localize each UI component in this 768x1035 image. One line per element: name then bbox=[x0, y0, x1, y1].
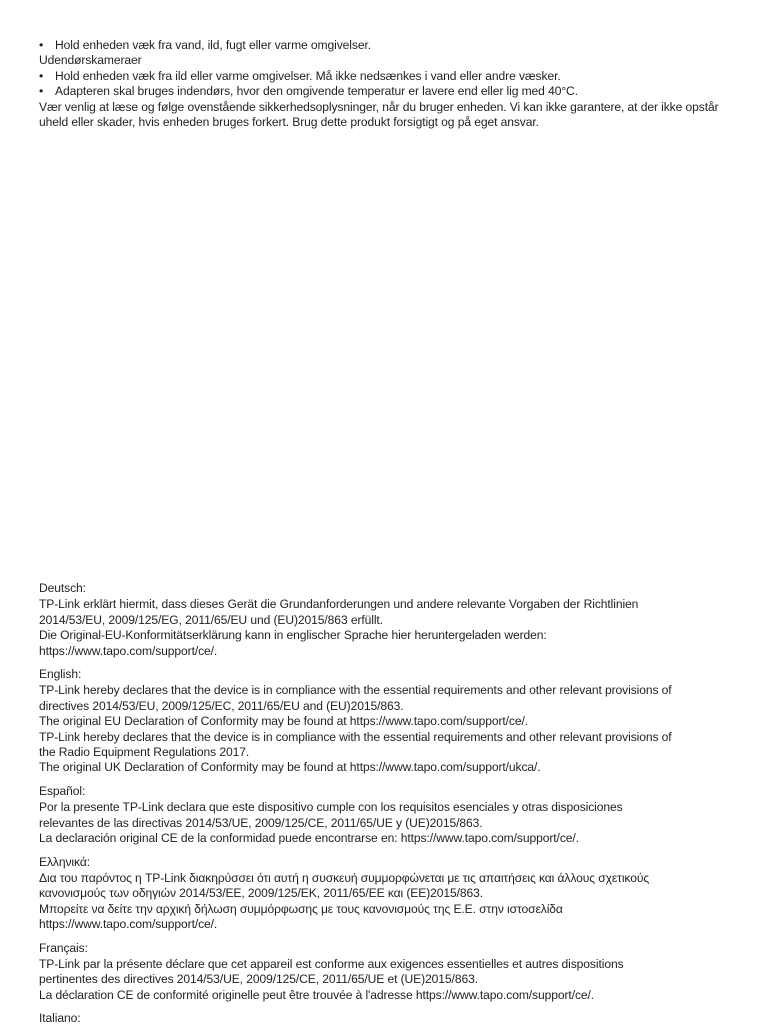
section-heading: Deutsch: bbox=[39, 581, 86, 595]
bullet-item bbox=[39, 69, 739, 84]
section-line: pertinentes des directives 2014/53/UE, 2009/125/CE, 2011/65/UE et (UE)2015/863. bbox=[39, 972, 478, 987]
section-line: κανονισμούς των οδηγιών 2014/53/ΕΕ, 2009/125/ΕΚ, 2011/65/ΕΕ και (ΕΕ)2015/863. bbox=[39, 886, 484, 901]
section-line: Μπορείτε να δείτε την αρχική δήλωση συμμόρφωσης με τους κανονισμούς της Ε.Ε. στην ιστοσελίδα bbox=[39, 901, 563, 916]
section-line: the Radio Equipment Regulations 2017. bbox=[39, 745, 250, 760]
section-francais bbox=[39, 941, 739, 1004]
subheading-outdoor-cameras: Udendørskameraer bbox=[39, 53, 142, 68]
section-line: La declaración original CE de la conformidad puede encontrarse en: https://www.tapo.com/support/ce/. bbox=[39, 831, 579, 846]
section-line: TP-Link hereby declares that the device is in compliance with the essential requirements and other relevant provisions of bbox=[39, 729, 672, 744]
section-line: TP-Link hereby declares that the device is in compliance with the essential requirements and other relevant provisions of bbox=[39, 683, 672, 698]
section-line: The original UK Declaration of Conformity may be found at https://www.tapo.com/support/ukca/. bbox=[39, 760, 541, 775]
section-heading: Français: bbox=[39, 940, 88, 955]
bullet-glyph: • bbox=[39, 68, 44, 83]
section-line: 2014/53/EU, 2009/125/EG, 2011/65/EU und (EU)2015/863 erfüllt. bbox=[39, 612, 383, 627]
section-line: The original EU Declaration of Conformity may be found at https://www.tapo.com/support/ce/. bbox=[39, 714, 528, 729]
section-heading: English: bbox=[39, 667, 82, 682]
section-heading: Español: bbox=[39, 783, 86, 798]
section-line: La déclaration CE de conformité originelle peut être trouvée à l'adresse https://www.tapo.com/support/ce/. bbox=[39, 987, 595, 1002]
section-line: Por la presente TP-Link declara que este dispositivo cumple con los requisitos esenciales y otras disposiciones bbox=[39, 800, 623, 815]
section-italiano bbox=[39, 1011, 739, 1026]
bullet-text: Hold enheden væk fra ild eller varme omgivelser. Må ikke nedsænkes i vand eller andre væsker. bbox=[55, 68, 561, 83]
section-heading: Ελληνικά: bbox=[39, 854, 90, 869]
section-espanol bbox=[39, 784, 739, 847]
bullet-item bbox=[39, 38, 739, 53]
bullet-glyph: • bbox=[39, 38, 44, 52]
bullet-text: Hold enheden væk fra vand, ild, fugt eller varme omgivelser. bbox=[55, 38, 371, 52]
bullet-text: Adapteren skal bruges indendørs, hvor den omgivende temperatur er lavere end eller lig med 40°C. bbox=[55, 84, 578, 99]
section-line: Die Original-EU-Konformitätserklärung kann in englischer Sprache hier heruntergeladen werden: bbox=[39, 628, 547, 643]
section-line: TP-Link par la présente déclare que cet appareil est conforme aux exigences essentielles et autres dispositions bbox=[39, 956, 624, 971]
declarations-block bbox=[39, 581, 739, 1035]
section-line: TP-Link erklärt hiermit, dass dieses Gerät die Grundanforderungen und andere relevante Vorgaben der Richtlinien bbox=[39, 597, 639, 612]
section-line: https://www.tapo.com/support/ce/. bbox=[39, 643, 218, 658]
section-line: directives 2014/53/EU, 2009/125/EC, 2011/65/EU and (EU)2015/863. bbox=[39, 698, 404, 713]
section-line: relevantes de las directivas 2014/53/UE, 2009/125/CE, 2011/65/UE y (UE)2015/863. bbox=[39, 815, 483, 830]
section-line: https://www.tapo.com/support/ce/. bbox=[39, 917, 218, 932]
safety-notes-block bbox=[39, 38, 739, 130]
section-line: Δια του παρόντος η TP-Link διακηρύσσει ότι αυτή η συσκευή συμμορφώνεται με τις απαιτήσεις και άλλους σχετικούς bbox=[39, 870, 650, 885]
section-deutsch bbox=[39, 581, 739, 659]
section-english bbox=[39, 667, 739, 776]
bullet-glyph: • bbox=[39, 84, 44, 99]
bullet-item bbox=[39, 84, 739, 99]
section-ellinika bbox=[39, 855, 739, 933]
section-heading: Italiano: bbox=[39, 1011, 81, 1026]
safety-paragraph: Vær venlig at læse og følge ovenstående sikkerhedsoplysninger, når du bruger enheden. Vi kan ikke garantere, at der ikke opstår uheld eller skader, hvis enheden bruges forkert. Brug dette produkt forsigtigt og på eget ansvar. bbox=[39, 99, 719, 130]
